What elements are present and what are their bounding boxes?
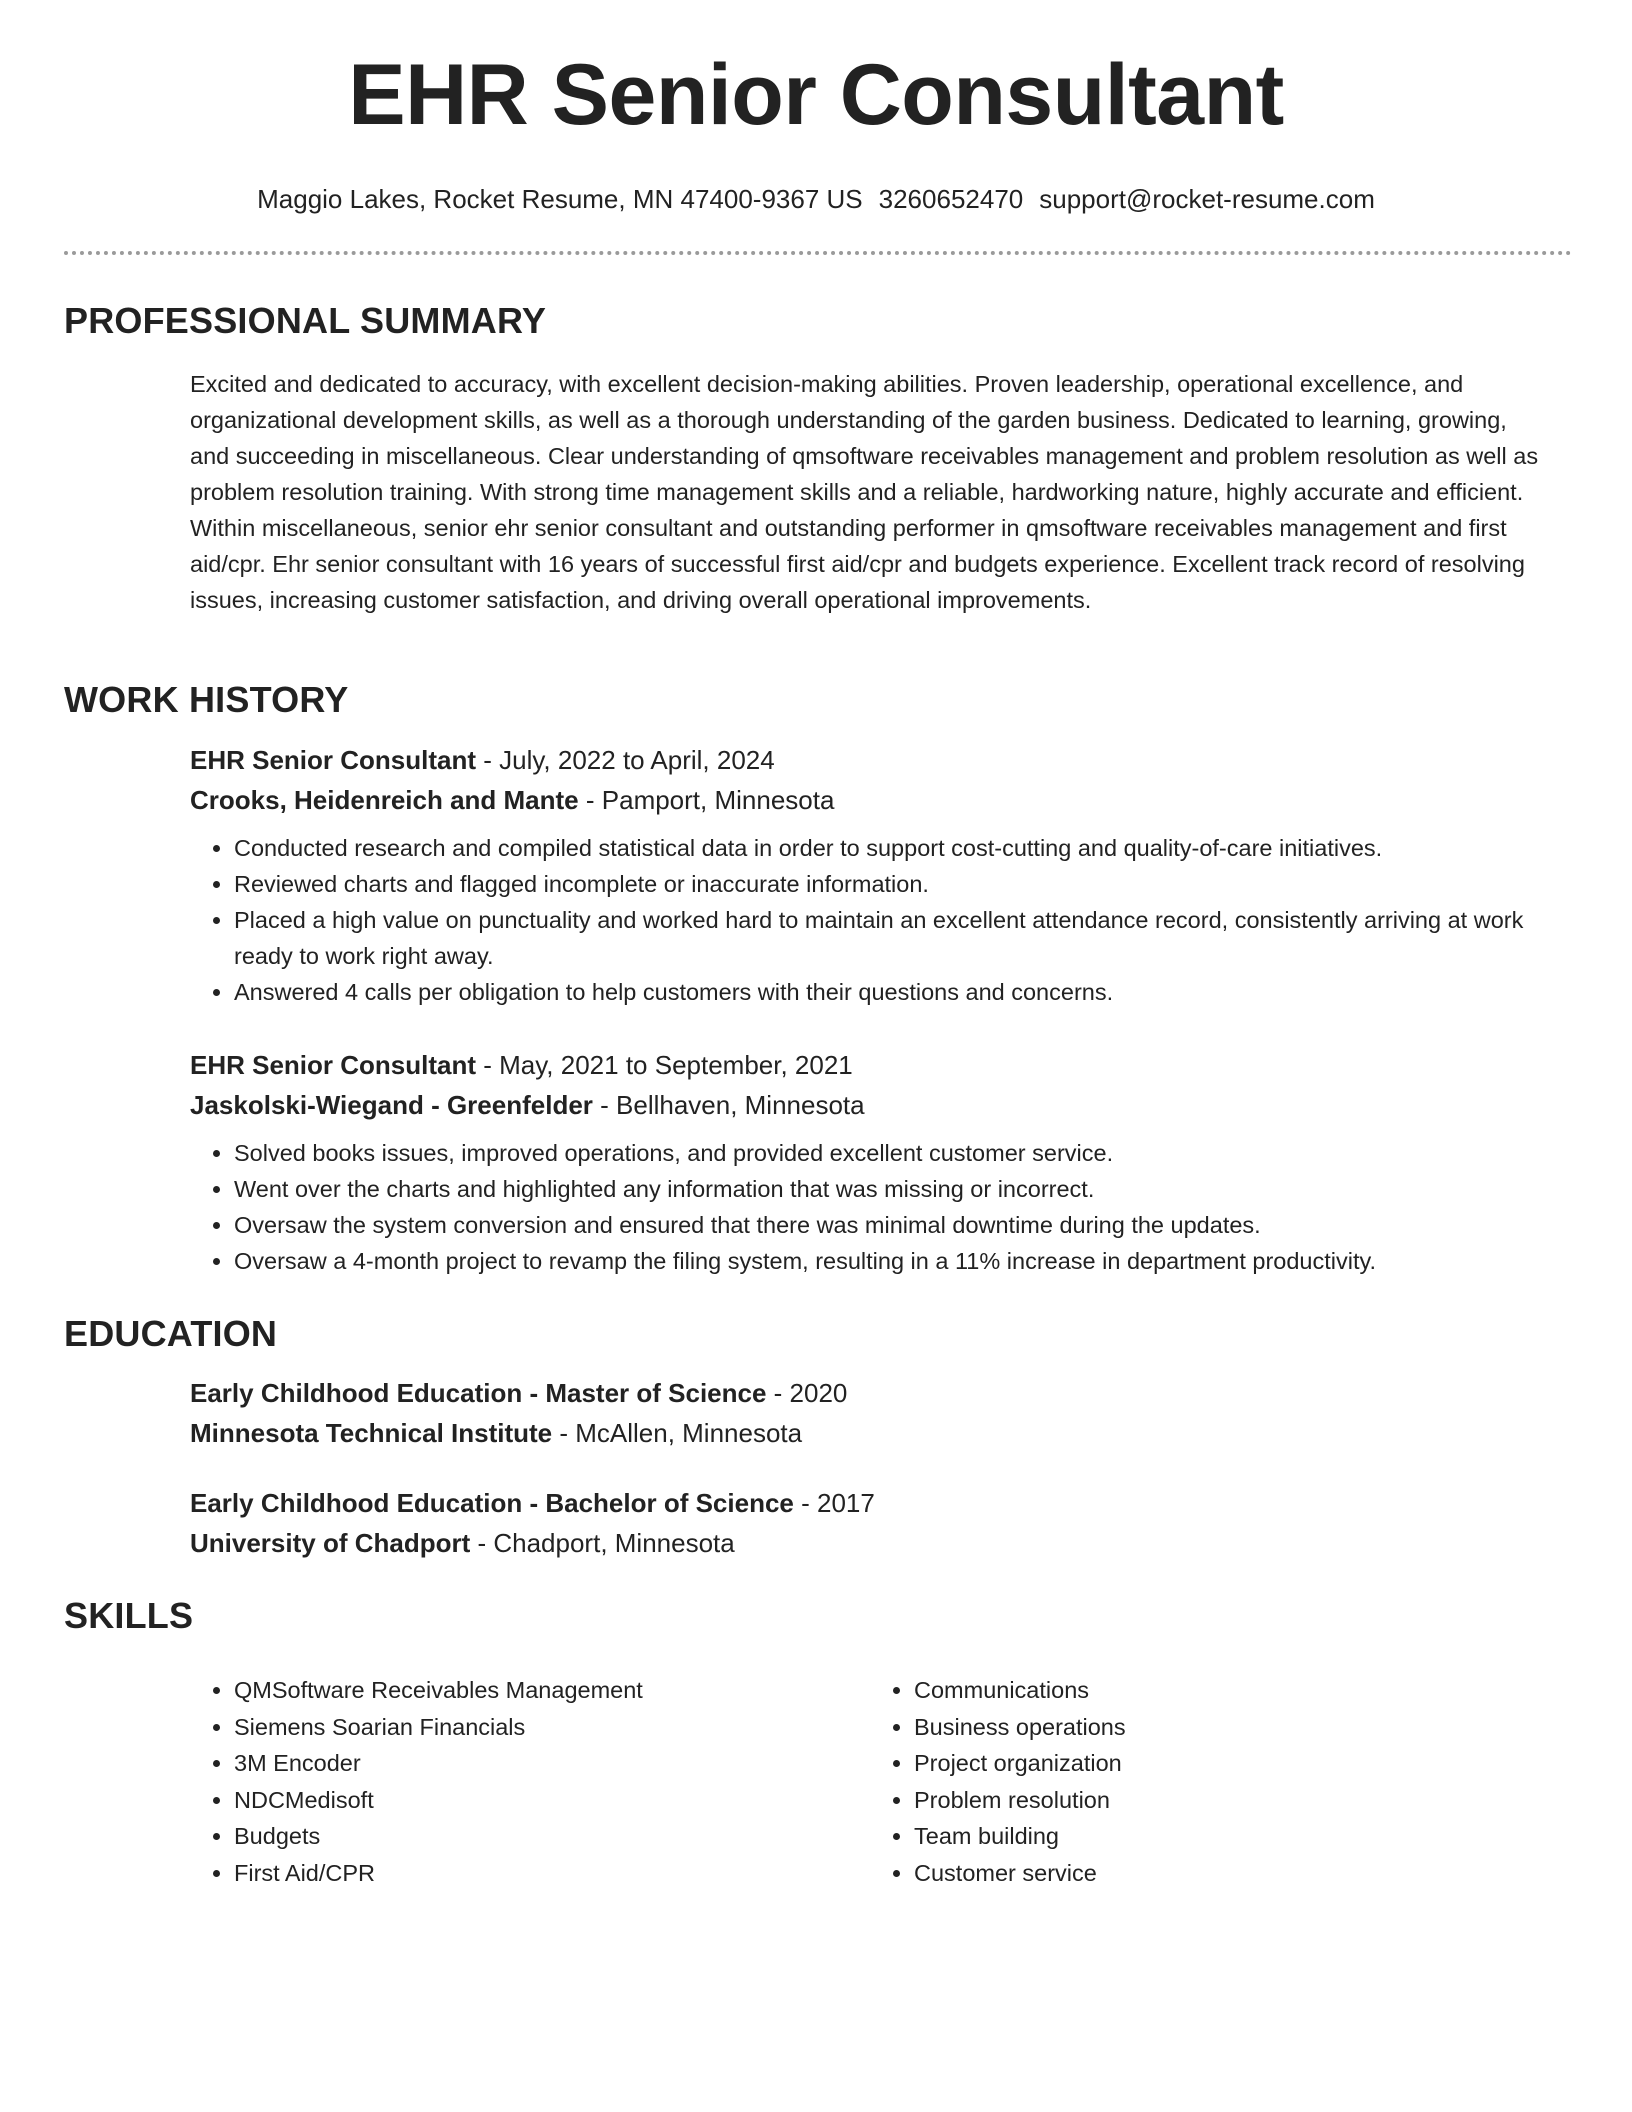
job-title: EHR Senior Consultant — [190, 745, 477, 775]
education-entry — [190, 1373, 1550, 1453]
school-location: - Chadport, Minnesota — [470, 1528, 735, 1558]
skill-item: • Siemens Soarian Financials — [234, 1709, 874, 1746]
list-item: • Placed a high value on punctuality and worked hard to maintain an excellent attendance record, consistently arriving at work ready to work right away. — [234, 902, 1550, 974]
list-item: • Conducted research and compiled statistical data in order to support cost-cutting and quality-of-care initiatives. — [234, 830, 1550, 866]
work-history-heading: WORK HISTORY — [64, 679, 349, 720]
skill-item: • Customer service — [914, 1855, 1554, 1892]
degree: Early Childhood Education - Master of Science — [190, 1378, 767, 1408]
job-entry — [190, 740, 1550, 1010]
school-name: Minnesota Technical Institute — [190, 1418, 553, 1448]
list-item: • Oversaw a 4-month project to revamp the filing system, resulting in a 11% increase in department productivity. — [234, 1243, 1550, 1279]
list-item: • Answered 4 calls per obligation to help customers with their questions and concerns. — [234, 974, 1550, 1010]
job-dates: - July, 2022 to April, 2024 — [476, 745, 775, 775]
skill-item: • QMSoftware Receivables Management — [234, 1672, 874, 1709]
school-line — [190, 1523, 1550, 1563]
skills-list-left — [190, 1672, 874, 1891]
job-entry — [190, 1045, 1550, 1279]
job-company: Jaskolski-Wiegand - Greenfelder — [190, 1090, 593, 1120]
job-location: - Bellhaven, Minnesota — [592, 1090, 865, 1120]
list-item: • Reviewed charts and flagged incomplete or inaccurate information. — [234, 866, 1550, 902]
candidate-name: EHR Senior Consultant — [348, 47, 1284, 143]
job-company: Crooks, Heidenreich and Mante — [190, 785, 579, 815]
skill-item: • 3M Encoder — [234, 1745, 874, 1782]
list-item: • Oversaw the system conversion and ensured that there was minimal downtime during the updates. — [234, 1207, 1550, 1243]
education-heading: EDUCATION — [64, 1313, 278, 1354]
job-dates: - May, 2021 to September, 2021 — [476, 1050, 853, 1080]
skill-item: • Project organization — [914, 1745, 1554, 1782]
job-location: - Pamport, Minnesota — [578, 785, 835, 815]
skill-item: • Budgets — [234, 1818, 874, 1855]
header-divider — [64, 251, 1572, 255]
contact-address: Maggio Lakes, Rocket Resume, MN 47400-9367 US — [257, 184, 863, 214]
degree: Early Childhood Education - Bachelor of Science — [190, 1488, 794, 1518]
job-company-line — [190, 1085, 1550, 1125]
school-name: University of Chadport — [190, 1528, 471, 1558]
degree-year: - 2020 — [766, 1378, 848, 1408]
degree-line — [190, 1483, 1550, 1523]
job-duties — [190, 830, 1550, 1010]
job-duties — [190, 1135, 1550, 1279]
job-title: EHR Senior Consultant — [190, 1050, 477, 1080]
contact-phone: 3260652470 — [878, 184, 1024, 214]
degree-line — [190, 1373, 1550, 1413]
list-item: • Solved books issues, improved operations, and provided excellent customer service. — [234, 1135, 1550, 1171]
skill-item: • Team building — [914, 1818, 1554, 1855]
school-location: - McAllen, Minnesota — [552, 1418, 803, 1448]
summary-heading: PROFESSIONAL SUMMARY — [64, 300, 547, 341]
contact-email: support@rocket-resume.com — [1039, 184, 1375, 214]
job-title-line — [190, 740, 1550, 780]
school-line — [190, 1413, 1550, 1453]
skill-item: • Problem resolution — [914, 1782, 1554, 1819]
job-company-line — [190, 780, 1550, 820]
skill-item: • Communications — [914, 1672, 1554, 1709]
contact-line — [0, 184, 1632, 215]
skills-list-right — [870, 1672, 1554, 1891]
skill-item: • First Aid/CPR — [234, 1855, 874, 1892]
skills-heading: SKILLS — [64, 1595, 194, 1636]
job-title-line — [190, 1045, 1550, 1085]
summary-text: Excited and dedicated to accuracy, with excellent decision-making abilities. Proven leadership, operational excellence, and organizational development skills, as well as a thorough understanding of the garden business. Dedicated to learning, growing, and succeeding in miscellaneous. Clear understanding of qmsoftware receivables management and problem resolution as well as problem resolution training. With strong time management skills and a reliable, hardworking nature, highly accurate and efficient. Within miscellaneous, senior ehr senior consultant and outstanding performer in qmsoftware receivables management and first aid/cpr. Ehr senior consultant with 16 years of successful first aid/cpr and budgets experience. Excellent track record of resolving issues, increasing customer satisfaction, and driving overall operational improvements. — [190, 371, 1539, 613]
skill-item: • NDCMedisoft — [234, 1782, 874, 1819]
skill-item: • Business operations — [914, 1709, 1554, 1746]
degree-year: - 2017 — [793, 1488, 875, 1518]
education-entry — [190, 1483, 1550, 1563]
list-item: • Went over the charts and highlighted any information that was missing or incorrect. — [234, 1171, 1550, 1207]
